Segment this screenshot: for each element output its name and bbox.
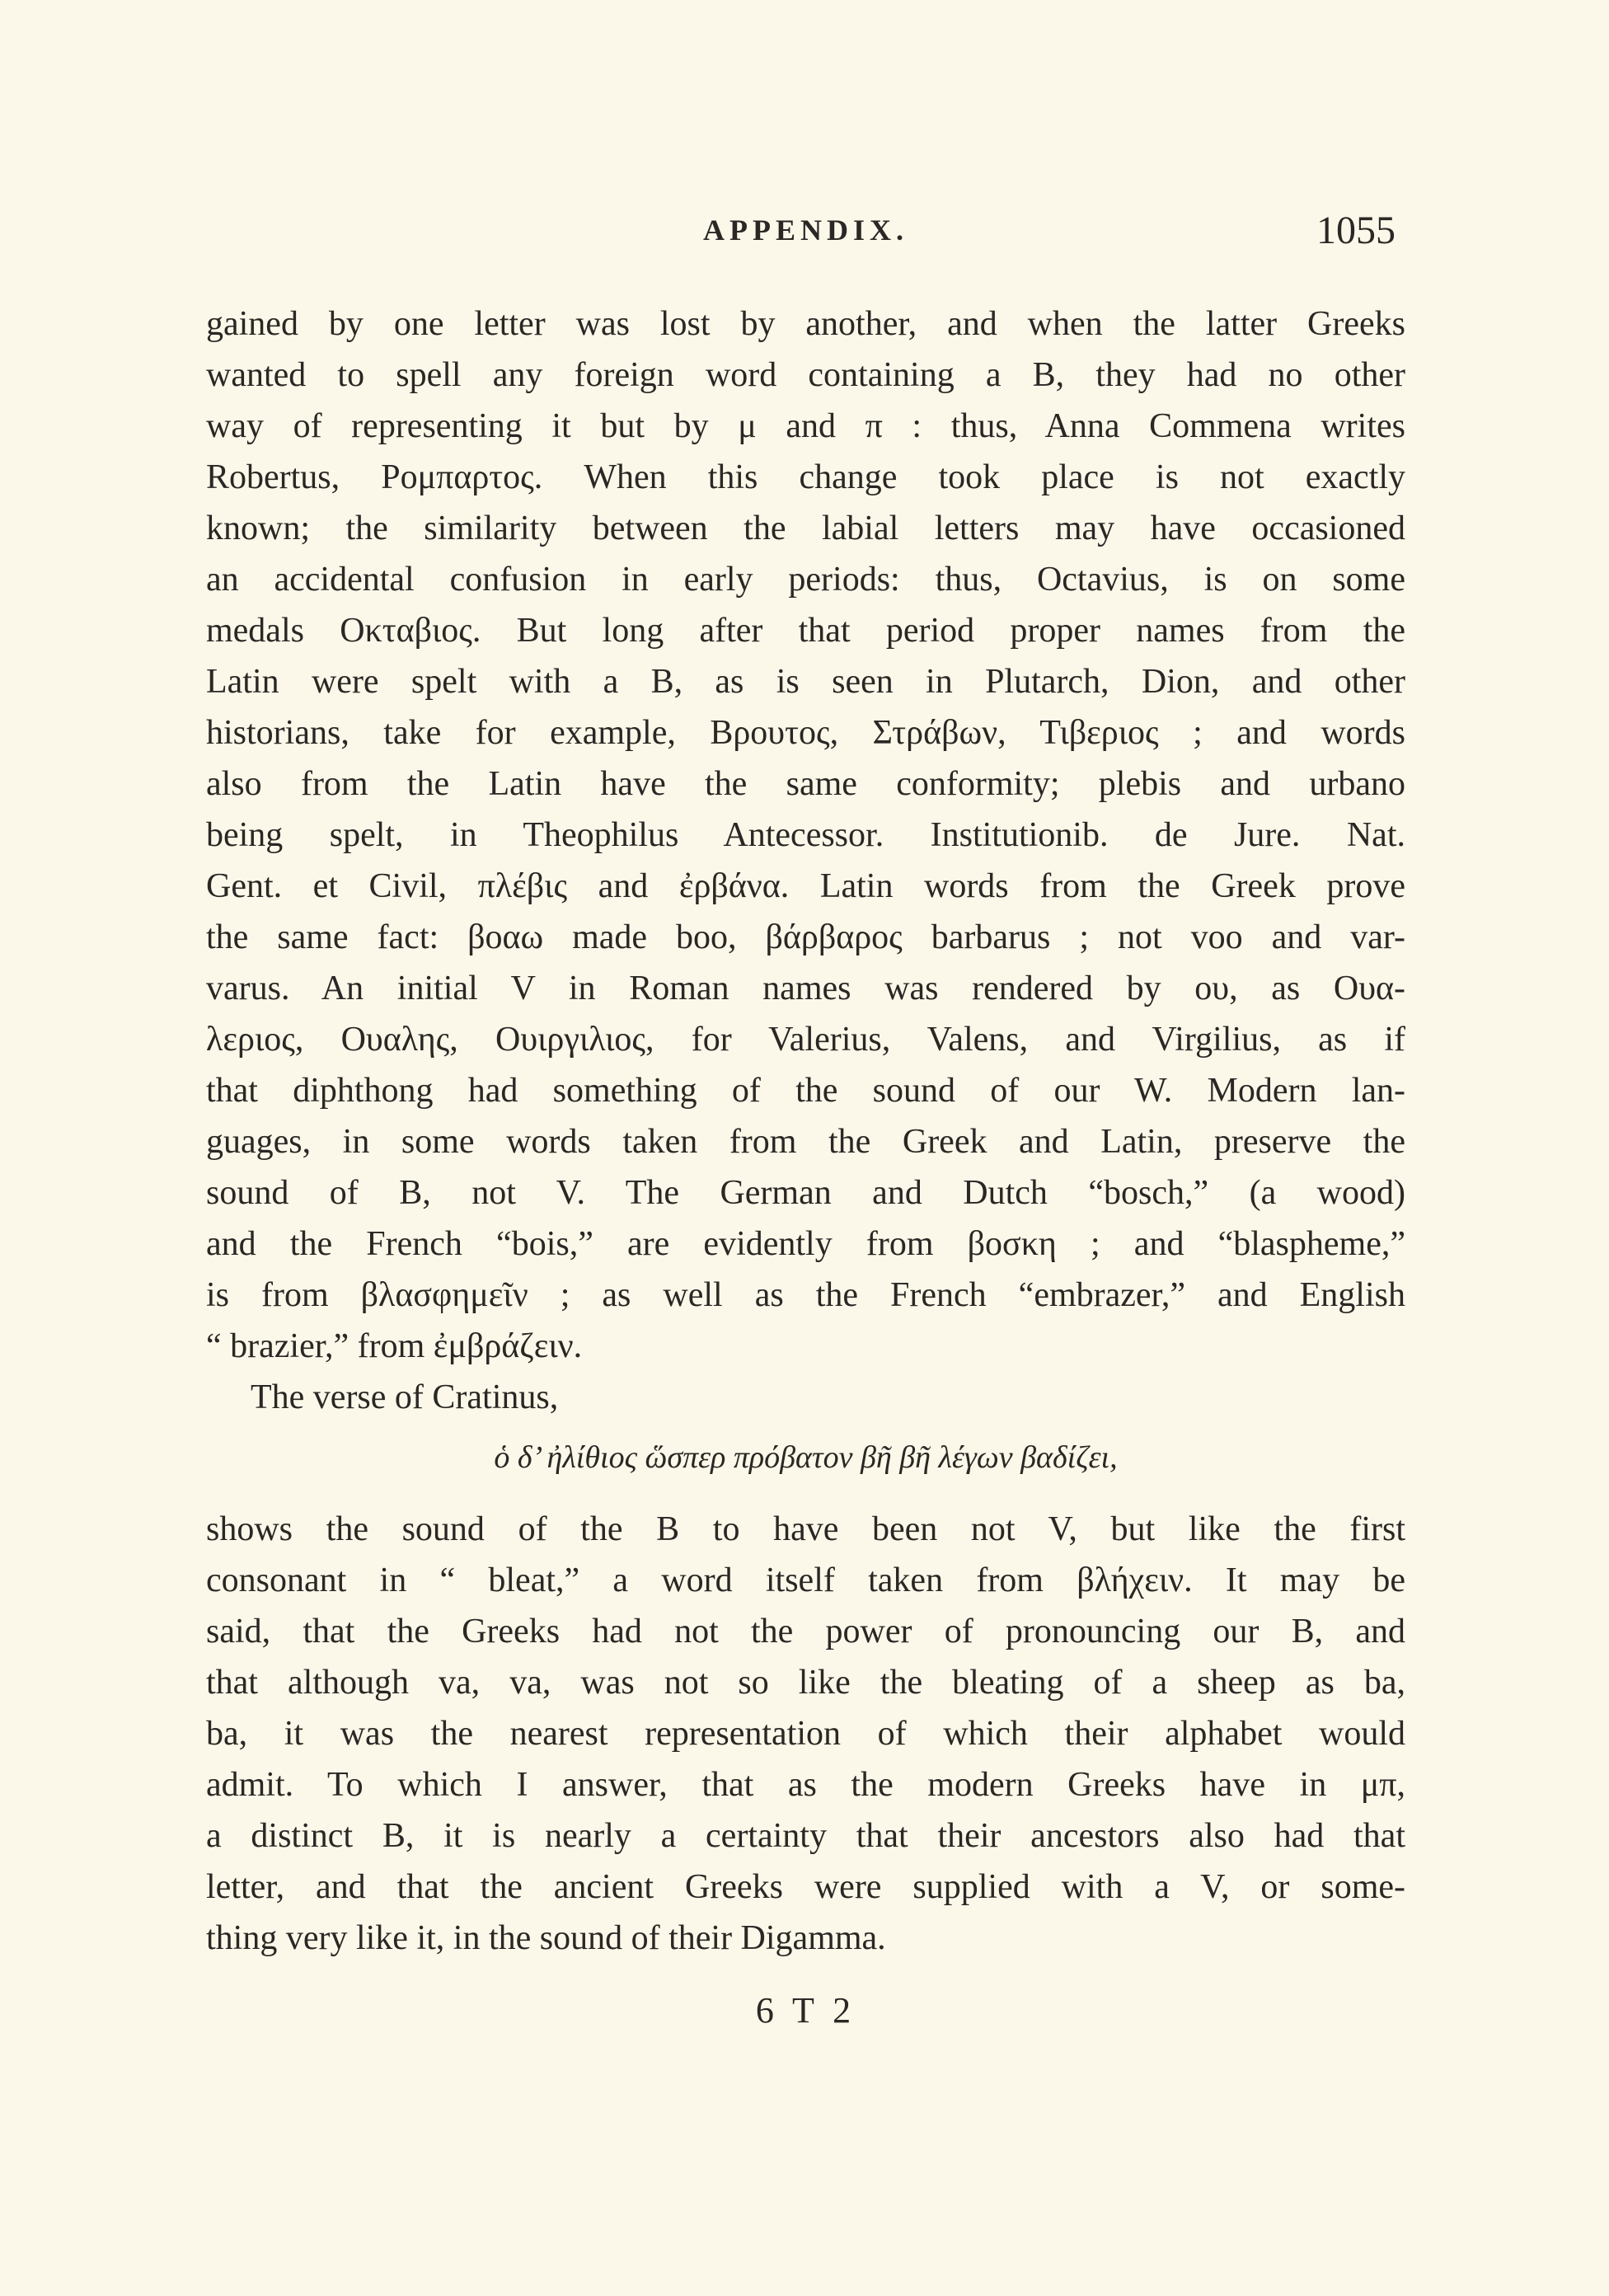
- text-line: “ brazier,” from ἐμβράζειν.: [206, 1327, 583, 1365]
- body-text: [206, 298, 1405, 1964]
- text-line: admit. To which I answer, that as the modern Greeks have in μπ,: [206, 1766, 1405, 1804]
- text-line: guages, in some words taken from the Greek and Latin, preserve the: [206, 1123, 1405, 1161]
- signature-mark: 6 T 2: [755, 1990, 856, 2031]
- paragraph-1: [206, 298, 1405, 1372]
- text-line: the same fact: βοαω made boo, βάρβαρος barbarus ; not voo and var-: [206, 918, 1405, 956]
- text-line: letter, and that the ancient Greeks were supplied with a V, or some-: [206, 1868, 1405, 1906]
- verse-quotation: ὁ δ’ ἠλίθιος ὥσπερ πρόβατον βῆ βῆ λέγων βαδίζει,: [494, 1440, 1118, 1475]
- paragraph-2-intro: The verse of Cratinus,: [251, 1378, 559, 1416]
- running-head: APPENDIX.: [703, 214, 908, 247]
- text-line: an accidental confusion in early periods: thus, Octavius, is on some: [206, 561, 1405, 599]
- page-header: [206, 209, 1405, 262]
- text-line: Latin were spelt with a B, as is seen in Plutarch, Dion, and other: [206, 663, 1405, 701]
- text-line: also from the Latin have the same conformity; plebis and urbano: [206, 765, 1405, 803]
- text-line: Gent. et Civil, πλέβις and ἐρβάνα. Latin words from the Greek prove: [206, 867, 1405, 905]
- text-line: that although va, va, was not so like the bleating of a sheep as ba,: [206, 1664, 1405, 1702]
- text-line: gained by one letter was lost by another, and when the latter Greeks: [206, 305, 1405, 343]
- text-line: is from βλασφημεῖν ; as well as the French “embrazer,” and English: [206, 1276, 1405, 1314]
- text-line: historians, take for example, Βρουτος, Στράβων, Τιβεριος ; and words: [206, 714, 1405, 752]
- text-line: thing very like it, in the sound of their Digamma.: [206, 1919, 886, 1957]
- verse-spacer: [206, 1495, 1405, 1504]
- paragraph-3: [206, 1504, 1405, 1964]
- text-line: way of representing it but by μ and π : thus, Anna Commena writes: [206, 407, 1405, 445]
- text-line: λεριος, Ουαλης, Ουιργιλιος, for Valerius, Valens, and Virgilius, as if: [206, 1021, 1405, 1059]
- text-line: and the French “bois,” are evidently from βοσκη ; and “blaspheme,”: [206, 1225, 1405, 1263]
- text-line: ba, it was the nearest representation of which their alphabet would: [206, 1715, 1405, 1753]
- text-line: Robertus, Ρομπαρτος. When this change took place is not exactly: [206, 458, 1405, 496]
- page-number: 1055: [1316, 209, 1396, 252]
- text-line: being spelt, in Theophilus Antecessor. Institutionib. de Jure. Nat.: [206, 816, 1405, 854]
- text-line: wanted to spell any foreign word containing a B, they had no other: [206, 356, 1405, 394]
- text-line: consonant in “ bleat,” a word itself taken from βλήχειν. It may be: [206, 1561, 1405, 1599]
- text-line: sound of B, not V. The German and Dutch “bosch,” (a wood): [206, 1174, 1405, 1212]
- text-line: varus. An initial V in Roman names was rendered by ου, as Ουα-: [206, 970, 1405, 1007]
- text-line: that diphthong had something of the sound of our W. Modern lan-: [206, 1072, 1405, 1110]
- text-line: shows the sound of the B to have been not V, but like the first: [206, 1510, 1405, 1548]
- text-line: medals Οκταβιος. But long after that period proper names from the: [206, 612, 1405, 650]
- text-line: a distinct B, it is nearly a certainty that their ancestors also had that: [206, 1817, 1405, 1855]
- text-line: known; the similarity between the labial letters may have occasioned: [206, 509, 1405, 547]
- text-line: said, that the Greeks had not the power of pronouncing our B, and: [206, 1613, 1405, 1650]
